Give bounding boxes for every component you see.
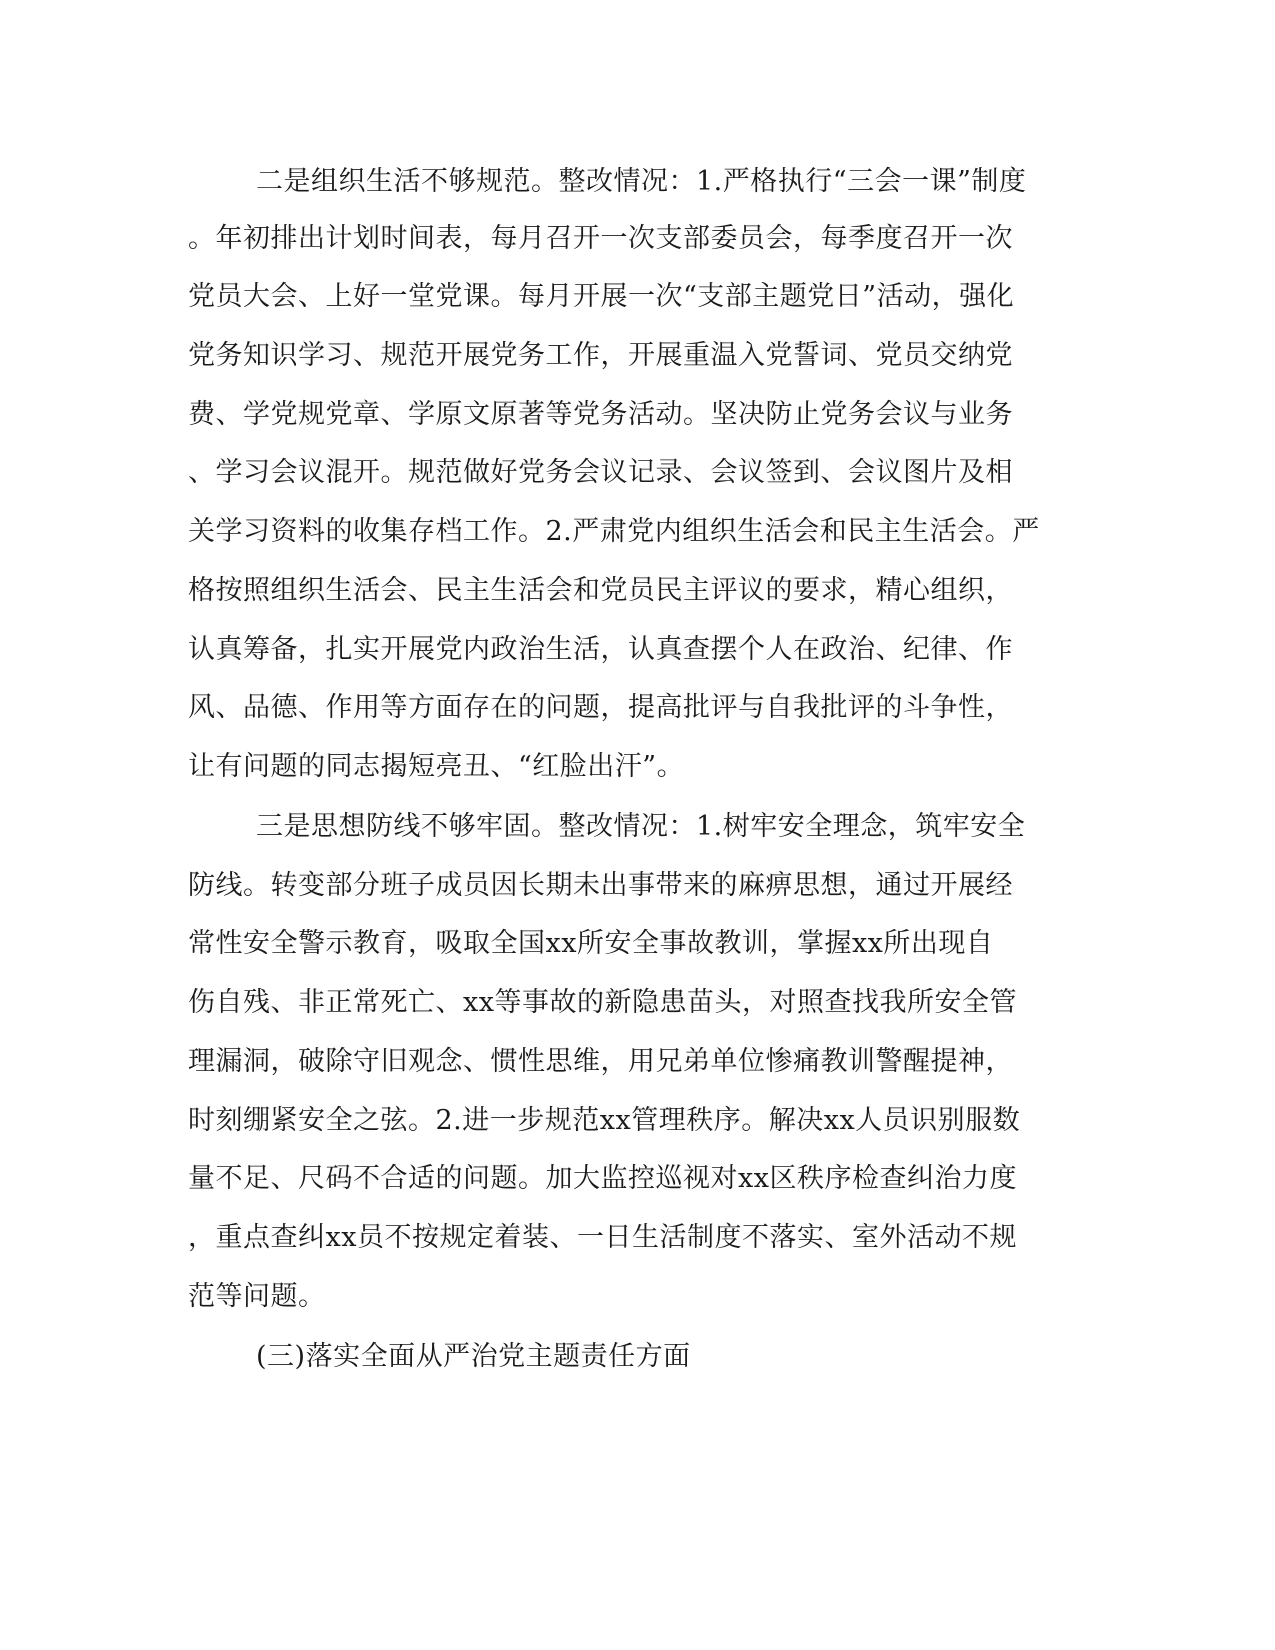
paragraph-1-line-8: 格按照组织生活会、民主生活会和党员民主评议的要求，精心组织， [188,575,1013,606]
paragraph-1-line-4: 党务知识学习、规范开展党务工作，开展重温入党誓词、党员交纳党 [188,340,1013,371]
paragraph-2-line-1: 三是思想防线不够牢固。整改情况：1.树牢安全理念，筑牢安全 [256,811,1026,842]
paragraph-1-line-2: 。年初排出计划时间表，每月召开一次支部委员会，每季度召开一次 [188,223,1013,254]
paragraph-2-line-9: 范等问题。 [188,1281,326,1312]
paragraph-1-line-6: 、学习会议混开。规范做好党务会议记录、会议签到、会议图片及相 [188,457,1013,488]
paragraph-2-line-3: 常性安全警示教育，吸取全国xx所安全事故教训，掌握xx所出现自 [188,928,994,959]
paragraph-1-line-10: 风、品德、作用等方面存在的问题，提高批评与自我批评的斗争性， [188,692,1013,723]
paragraph-2-line-6: 时刻绷紧安全之弦。2.进一步规范xx管理秩序。解决xx人员识别服数 [188,1105,1021,1136]
paragraph-2-line-2: 防线。转变部分班子成员因长期未出事带来的麻痹思想，通过开展经 [188,870,1013,901]
paragraph-2-line-7: 量不足、尺码不合适的问题。加大监控巡视对xx区秩序检查纠治力度 [188,1163,1017,1194]
paragraph-1-line-7: 关学习资料的收集存档工作。2.严肃党内组织生活会和民主生活会。严 [188,516,1040,547]
paragraph-1-line-5: 费、学党规党章、学原文原著等党务活动。坚决防止党务会议与业务 [188,399,1013,430]
paragraph-1-line-9: 认真筹备，扎实开展党内政治生活，认真查摆个人在政治、纪律、作 [188,634,1013,665]
paragraph-2-line-5: 理漏洞，破除守旧观念、惯性思维，用兄弟单位惨痛教训警醒提神， [188,1046,1013,1077]
paragraph-2-line-8: ，重点查纠xx员不按规定着装、一日生活制度不落实、室外活动不规 [188,1222,1017,1253]
paragraph-1-line-1: 二是组织生活不够规范。整改情况：1.严格执行“三会一课”制度 [256,166,1027,197]
paragraph-2-line-4: 伤自残、非正常死亡、xx等事故的新隐患苗头，对照查找我所安全管 [188,987,1017,1018]
section-heading: (三)落实全面从严治党主题责任方面 [256,1341,691,1372]
paragraph-1-line-3: 党员大会、上好一堂党课。每月开展一次“支部主题党日”活动，强化 [188,281,1015,312]
paragraph-1-line-11: 让有问题的同志揭短亮丑、“红脸出汗”。 [188,751,685,782]
